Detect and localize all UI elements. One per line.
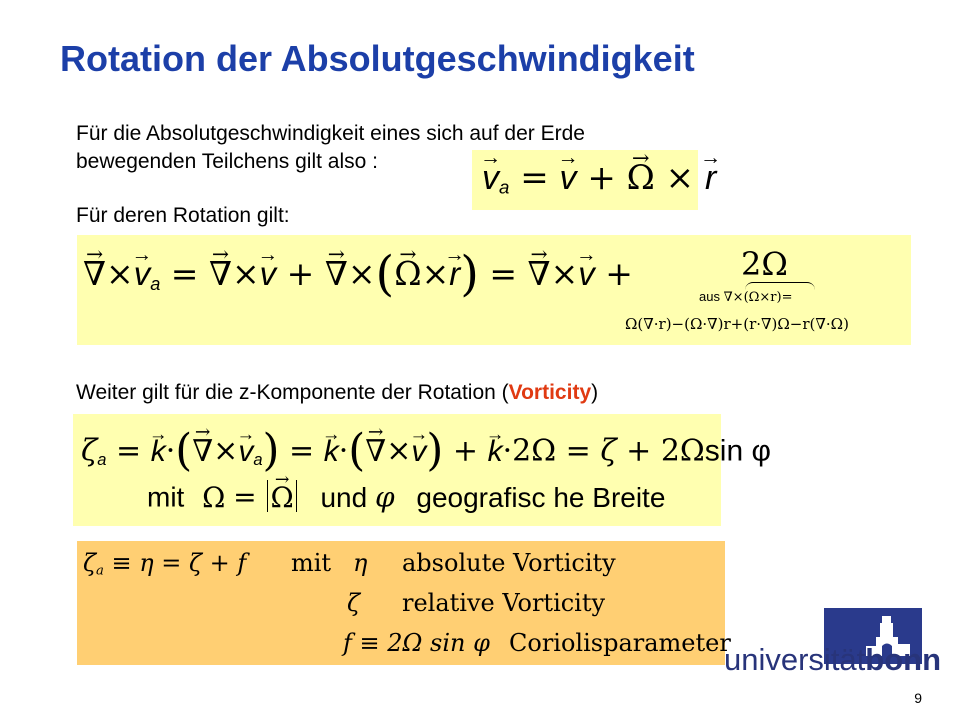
nabla-symbol: → ∇ (83, 254, 106, 293)
nabla-symbol: → ∇ (528, 254, 551, 293)
eta-description: absolute Vorticity (402, 549, 616, 577)
subscript-a: a (150, 273, 161, 294)
vorticity-intro-text: Weiter gilt für die z-Komponente der Rotation ( (76, 381, 509, 404)
geografische-breite-label: geografisc he Breite (416, 481, 666, 513)
r-symbol: → r (449, 255, 460, 293)
absolute-vorticity-definition: ≡ η = ζ + f (103, 549, 247, 577)
nabla-symbol: → ∇ (192, 434, 213, 469)
k-symbol: → k (324, 435, 339, 469)
rotation-label: Für deren Rotation gilt: (76, 204, 290, 227)
v-a-symbol: → v (238, 435, 253, 469)
v-symbol: → v (578, 255, 595, 293)
zeta-description: relative Vorticity (402, 589, 606, 617)
zeta-symbol: ζ (347, 589, 361, 617)
expansion-expression: Ω(∇·r)−(Ω·∇)r+(r·∇)Ω−r(∇·Ω) (625, 315, 849, 333)
subscript-a: a (499, 176, 510, 198)
vorticity-intro-close: ) (591, 381, 599, 404)
zeta-symbol: ζ (600, 433, 617, 469)
vorticity-definitions (77, 541, 731, 665)
v-a-symbol: → v (482, 159, 499, 198)
nabla-symbol: → ∇ (325, 254, 348, 293)
v-symbol: → v (560, 159, 577, 198)
omega-symbol: → Ω (627, 158, 655, 198)
mit-label: mit (291, 549, 332, 577)
logo-text-bold: bonn (865, 642, 942, 677)
zeta-symbol: ζ (83, 549, 97, 577)
f-description: Coriolisparameter (509, 629, 731, 657)
aus-expression: ∇×(Ω×r)= (723, 290, 793, 305)
vorticity-highlight: Vorticity (508, 381, 592, 404)
two-omega-term: 2Ω (660, 433, 705, 469)
v-symbol: → v (260, 255, 277, 293)
phi-symbol: φ (374, 480, 395, 514)
zeta-symbol: ζ (81, 433, 98, 469)
z-component-equation: $\zeta_a$ = → k·(→ ∇×→ $v_a$) = → k·(→ ∇×→ v) + → k·2Ω = ζ + 2Ωsin φ mit Ω = → Ω und φ geografisc he Breite (73, 414, 721, 526)
subscript-a: a (96, 563, 104, 579)
subscript-a: a (97, 450, 107, 469)
subscript-a: a (253, 450, 263, 469)
r-symbol: → r (705, 159, 716, 198)
absolute-velocity-equation: → $v_a$ = → v + → Ω × → r (472, 150, 698, 210)
v-a-symbol: → v (134, 255, 151, 293)
omega-symbol: → Ω (394, 254, 421, 293)
f-definition: f ≡ 2Ω sin φ (343, 629, 490, 657)
rotation-equation: → ∇×→ $v_a$ = → ∇×→ v + → ∇×(→ Ω×→ r) = → ∇×→ v + 2Ω aus ∇×(Ω×r)= Ω(∇·r)−(Ω·∇)r+(r·∇)Ω−r(∇·Ω) (77, 235, 911, 345)
intro-line-2: bewegenden Teilchens gilt also : (76, 150, 378, 173)
mit-label: mit (147, 481, 185, 513)
two-omega-term: 2Ω (512, 433, 557, 469)
slide-title: Rotation der Absolutgeschwindigkeit (60, 38, 695, 79)
omega-symbol: Ω (202, 480, 226, 514)
aus-label: aus (699, 289, 720, 304)
intro-line-1: Für die Absolutgeschwindigkeit eines sich auf der Erde (76, 122, 585, 145)
und-label: und (320, 481, 368, 513)
university-logo-text (724, 642, 941, 678)
v-symbol: → v (411, 435, 426, 469)
k-symbol: → k (488, 435, 503, 469)
nabla-symbol: → ∇ (209, 254, 232, 293)
k-symbol: → k (151, 435, 166, 469)
nabla-symbol: → ∇ (365, 434, 386, 469)
logo-text-regular: universität (724, 642, 866, 677)
page-number: 9 (914, 690, 922, 706)
vorticity-intro (76, 381, 598, 405)
two-omega-term: 2Ω (741, 245, 788, 283)
eta-symbol: η (353, 549, 368, 577)
sin-phi: sin φ (704, 434, 771, 468)
omega-symbol: → Ω (270, 481, 293, 514)
